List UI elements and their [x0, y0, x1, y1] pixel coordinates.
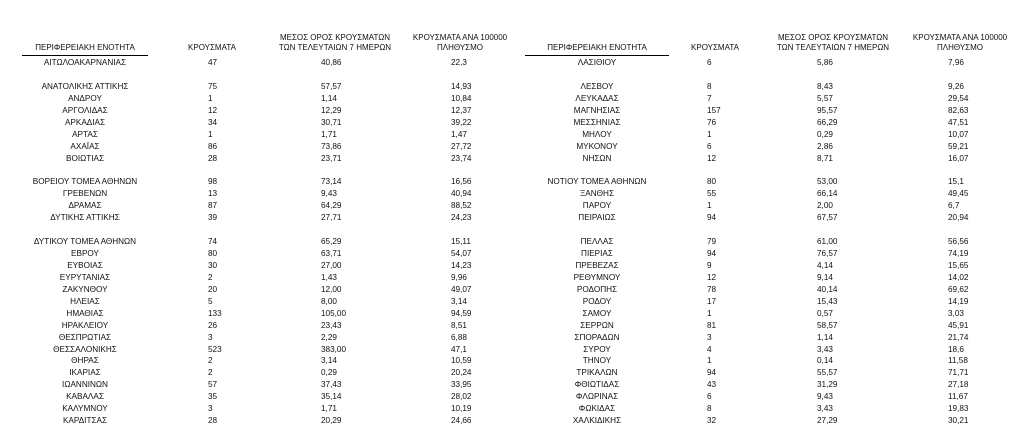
header-avg-line2: ΤΩΝ ΤΕΛΕΥΤΑΙΩΝ 7 ΗΜΕΡΩΝ: [278, 42, 392, 52]
right-cases-value: 8: [707, 81, 712, 91]
table-row: [0, 260, 1024, 272]
left-per100k-value: 12,37: [451, 105, 472, 115]
table-row: [0, 153, 1024, 165]
right-per100k-value: 59,21: [948, 141, 969, 151]
right-avg7-value: 66,14: [817, 189, 838, 199]
left-cases-value: 74: [208, 237, 218, 247]
left-cases-value: 133: [208, 308, 222, 318]
left-cases-value: 47: [208, 58, 218, 67]
right-cases-value: 157: [707, 105, 721, 115]
right-per100k-value: 7,96: [948, 58, 964, 67]
right-region-name: ΞΑΝΘΗΣ: [579, 189, 615, 199]
right-avg7-value: 2,86: [817, 141, 833, 151]
left-avg7-value: 23,43: [321, 320, 342, 330]
left-per100k-value: 14,93: [451, 81, 472, 91]
left-per100k-value: 20,24: [451, 368, 472, 378]
table-row: [0, 332, 1024, 344]
right-avg7-value: 27,29: [817, 416, 838, 426]
table-row: [0, 117, 1024, 129]
right-region-name: ΤΗΝΟΥ: [582, 356, 612, 366]
right-per100k-value: 21,74: [948, 332, 969, 342]
right-cases-value: 1: [707, 356, 712, 366]
table-row: [0, 355, 1024, 367]
left-avg7-value: 8,00: [321, 296, 337, 306]
left-per100k-value: 39,22: [451, 117, 472, 127]
left-per100k-value: 54,07: [451, 249, 472, 258]
left-per100k-value: 94,59: [451, 308, 472, 318]
header-avg-line1: ΜΕΣΟΣ ΟΡΟΣ ΚΡΟΥΣΜΑΤΩΝ: [777, 33, 889, 42]
right-per100k-value: 11,67: [948, 392, 968, 402]
right-region-name: ΝΗΣΩΝ: [582, 153, 612, 163]
right-avg7-value: 31,29: [817, 380, 838, 390]
right-avg7-value: 5,86: [817, 58, 833, 67]
left-region-name: ΔΥΤΙΚΗΣ ΑΤΤΙΚΗΣ: [50, 213, 120, 223]
header-cases-text: ΚΡΟΥΣΜΑΤΑ: [188, 42, 236, 52]
table-row: [0, 57, 1024, 69]
table-row: [0, 248, 1024, 260]
right-cases-value: 55: [707, 189, 717, 199]
left-avg7-value: 73,14: [321, 177, 342, 187]
right-cases-value: 6: [707, 141, 712, 151]
header-avg-line2: ΤΩΝ ΤΕΛΕΥΤΑΙΩΝ 7 ΗΜΕΡΩΝ: [776, 42, 890, 52]
right-per100k-value: 14,19: [948, 296, 969, 306]
table-row: [0, 188, 1024, 200]
table-row: [0, 212, 1024, 224]
left-cases-value: 13: [208, 189, 218, 199]
table-row: [0, 129, 1024, 141]
right-cases-value: 8: [707, 404, 712, 414]
right-avg7-value: 3,43: [817, 404, 833, 414]
right-region-name: ΦΛΩΡΙΝΑΣ: [575, 392, 619, 402]
right-avg7-value: 8,71: [817, 153, 833, 163]
right-cases-value: 6: [707, 58, 712, 67]
table-row: [0, 105, 1024, 117]
left-per100k-value: 49,07: [451, 284, 472, 294]
left-per100k-value: 23,74: [451, 153, 472, 163]
left-cases-value: 87: [208, 201, 218, 211]
right-avg7-value: 3,43: [817, 344, 833, 354]
left-per100k-value: 24,66: [451, 416, 472, 426]
right-cases-value: 32: [707, 416, 717, 426]
left-per100k-value: 10,59: [451, 356, 472, 366]
right-avg7-value: 95,57: [817, 105, 838, 115]
left-cases-value: 3: [208, 332, 213, 342]
left-cases-value: 35: [208, 392, 218, 402]
left-per100k-value: 16,56: [451, 177, 472, 187]
left-avg7-value: 63,71: [321, 249, 342, 258]
left-cases-value: 2: [208, 272, 213, 282]
right-per100k-value: 10,07: [948, 129, 969, 139]
right-cases-value: 94: [707, 213, 717, 223]
left-per100k-value: 88,52: [451, 201, 472, 211]
table-row: [0, 164, 1024, 176]
left-per100k-value: 10,84: [451, 93, 472, 103]
right-per100k-value: 71,71: [948, 368, 969, 378]
right-avg7-value: 66,29: [817, 117, 838, 127]
left-avg7-value: 9,43: [321, 189, 337, 199]
left-region-name: ΑΝΔΡΟΥ: [68, 93, 102, 103]
left-per100k-value: 24,23: [451, 213, 472, 223]
right-per100k-value: 16,07: [948, 153, 969, 163]
left-region-name: ΚΑΛΥΜΝΟΥ: [62, 404, 108, 414]
left-avg7-value: 37,43: [321, 380, 342, 390]
right-region-name: ΣΥΡΟΥ: [583, 344, 611, 354]
left-avg7-value: 27,71: [321, 213, 342, 223]
left-region-name: ΚΑΒΑΛΑΣ: [66, 392, 104, 402]
left-avg7-value: 1,71: [321, 404, 337, 414]
right-per100k-value: 9,26: [948, 81, 964, 91]
header-per100k-line1: ΚΡΟΥΣΜΑΤΑ ΑΝΑ 100000: [912, 33, 1008, 42]
left-region-name: ΕΥΡΥΤΑΝΙΑΣ: [59, 272, 111, 282]
right-region-name: ΤΡΙΚΑΛΩΝ: [576, 368, 618, 378]
right-avg7-value: 58,57: [817, 320, 838, 330]
left-per100k-value: 10,19: [451, 404, 472, 414]
header-cases-right: [675, 33, 755, 55]
right-region-name: ΣΕΡΡΩΝ: [580, 320, 614, 330]
table-row: [0, 403, 1024, 415]
left-per100k-value: 40,94: [451, 189, 472, 199]
left-per100k-value: 15,11: [451, 237, 471, 247]
left-cases-value: 20: [208, 284, 218, 294]
right-region-name: ΜΥΚΟΝΟΥ: [576, 141, 618, 151]
left-per100k-value: 3,14: [451, 296, 467, 306]
right-region-name: ΝΟΤΙΟΥ ΤΟΜΕΑ ΑΘΗΝΩΝ: [547, 177, 647, 187]
left-region-name: ΕΒΡΟΥ: [71, 249, 99, 258]
right-per100k-value: 45,91: [948, 320, 969, 330]
header-avg-left: [270, 33, 400, 55]
left-region-name: ΕΥΒΟΙΑΣ: [67, 260, 103, 270]
right-cases-value: 1: [707, 201, 712, 211]
table-row: [0, 308, 1024, 320]
right-cases-value: 12: [707, 153, 717, 163]
header-region-text: ΠΕΡΙΦΕΡΕΙΑΚΗ ΕΝΟΤΗΤΑ: [547, 42, 647, 52]
right-region-name: ΦΩΚΙΔΑΣ: [578, 404, 616, 414]
left-cases-value: 12: [208, 105, 218, 115]
left-avg7-value: 40,86: [321, 58, 342, 67]
table-row: [0, 69, 1024, 81]
table-row: [0, 224, 1024, 236]
right-cases-value: 1: [707, 129, 712, 139]
left-avg7-value: 383,00: [321, 344, 347, 354]
right-region-name: ΛΕΣΒΟΥ: [580, 81, 614, 91]
table-row: [0, 236, 1024, 248]
left-avg7-value: 1,14: [321, 93, 337, 103]
header-per100k-line2: ΠΛΗΘΥΣΜΟ: [936, 42, 984, 52]
right-region-name: ΠΙΕΡΙΑΣ: [581, 249, 613, 258]
header-per100k-line1: ΚΡΟΥΣΜΑΤΑ ΑΝΑ 100000: [412, 33, 508, 42]
left-per100k-value: 14,23: [451, 260, 472, 270]
left-avg7-value: 3,14: [321, 356, 337, 366]
left-region-name: ΑΝΑΤΟΛΙΚΗΣ ΑΤΤΙΚΗΣ: [41, 81, 129, 91]
right-cases-value: 76: [707, 117, 717, 127]
left-cases-value: 34: [208, 117, 218, 127]
right-avg7-value: 4,14: [817, 260, 833, 270]
header-avg-right: [768, 33, 898, 55]
right-per100k-value: 29,54: [948, 93, 969, 103]
left-avg7-value: 2,29: [321, 332, 337, 342]
right-cases-value: 80: [707, 177, 717, 187]
table-row: [0, 391, 1024, 403]
left-avg7-value: 65,29: [321, 237, 342, 247]
left-region-name: ΑΙΤΩΛΟΑΚΑΡΝΑΝΙΑΣ: [43, 58, 127, 67]
right-avg7-value: 1,14: [817, 332, 833, 342]
left-cases-value: 28: [208, 153, 218, 163]
header-rule: [525, 55, 669, 56]
right-per100k-value: 30,21: [948, 416, 969, 426]
table-row: [0, 284, 1024, 296]
right-region-name: ΡΕΘΥΜΝΟΥ: [573, 272, 621, 282]
table-row: [0, 344, 1024, 356]
right-per100k-value: 15,65: [948, 260, 969, 270]
table-body: [0, 57, 1024, 427]
right-cases-value: 78: [707, 284, 717, 294]
right-avg7-value: 9,14: [817, 272, 833, 282]
header-per100k-right: [898, 33, 1022, 55]
right-cases-value: 9: [707, 260, 712, 270]
left-avg7-value: 23,71: [321, 153, 342, 163]
right-avg7-value: 15,43: [817, 296, 838, 306]
right-region-name: ΣΠΟΡΑΔΩΝ: [574, 332, 620, 342]
right-cases-value: 6: [707, 392, 712, 402]
right-per100k-value: 20,94: [948, 213, 969, 223]
right-avg7-value: 0,57: [817, 308, 833, 318]
right-avg7-value: 76,57: [817, 249, 838, 258]
left-cases-value: 98: [208, 177, 218, 187]
left-cases-value: 28: [208, 416, 218, 426]
left-region-name: ΚΑΡΔΙΤΣΑΣ: [62, 416, 108, 426]
left-region-name: ΙΚΑΡΙΑΣ: [69, 368, 101, 378]
left-cases-value: 1: [208, 129, 213, 139]
right-cases-value: 12: [707, 272, 717, 282]
right-avg7-value: 55,57: [817, 368, 838, 378]
right-cases-value: 3: [707, 332, 712, 342]
left-region-name: ΒΟΡΕΙΟΥ ΤΟΜΕΑ ΑΘΗΝΩΝ: [32, 177, 138, 187]
right-region-name: ΠΕΙΡΑΙΩΣ: [578, 213, 616, 223]
right-region-name: ΠΑΡΟΥ: [582, 201, 612, 211]
table-row: [0, 272, 1024, 284]
left-per100k-value: 47,1: [451, 344, 467, 354]
right-avg7-value: 61,00: [817, 237, 838, 247]
left-region-name: ΔΥΤΙΚΟΥ ΤΟΜΕΑ ΑΘΗΝΩΝ: [33, 237, 137, 247]
right-per100k-value: 18,6: [948, 344, 964, 354]
left-region-name: ΑΡΓΟΛΙΔΑΣ: [62, 105, 108, 115]
right-avg7-value: 9,43: [817, 392, 833, 402]
left-avg7-value: 0,29: [321, 368, 337, 378]
right-per100k-value: 49,45: [948, 189, 969, 199]
header-region-text: ΠΕΡΙΦΕΡΕΙΑΚΗ ΕΝΟΤΗΤΑ: [35, 42, 135, 52]
table-row: [0, 367, 1024, 379]
table-row: [0, 81, 1024, 93]
right-per100k-value: 47,51: [948, 117, 969, 127]
right-cases-value: 1: [707, 308, 712, 318]
right-region-name: ΡΟΔΟΠΗΣ: [576, 284, 618, 294]
left-avg7-value: 57,57: [321, 81, 342, 91]
left-cases-value: 57: [208, 380, 218, 390]
left-avg7-value: 12,29: [321, 105, 342, 115]
header-per100k-left: [400, 33, 520, 55]
table-row: [0, 296, 1024, 308]
left-cases-value: 2: [208, 368, 213, 378]
right-avg7-value: 5,57: [817, 93, 833, 103]
left-cases-value: 75: [208, 81, 218, 91]
right-cases-value: 17: [707, 296, 717, 306]
right-region-name: ΜΕΣΣΗΝΙΑΣ: [573, 117, 621, 127]
left-region-name: ΗΡΑΚΛΕΙΟΥ: [61, 320, 109, 330]
left-per100k-value: 22,3: [451, 58, 467, 67]
right-per100k-value: 11,58: [948, 356, 968, 366]
right-region-name: ΣΑΜΟΥ: [582, 308, 612, 318]
left-cases-value: 30: [208, 260, 218, 270]
left-per100k-value: 1,47: [451, 129, 467, 139]
right-region-name: ΡΟΔΟΥ: [582, 296, 612, 306]
right-per100k-value: 15,1: [948, 177, 964, 187]
left-region-name: ΖΑΚΥΝΘΟΥ: [62, 284, 108, 294]
right-cases-value: 7: [707, 93, 712, 103]
left-avg7-value: 27,00: [321, 260, 342, 270]
right-avg7-value: 8,43: [817, 81, 833, 91]
left-cases-value: 26: [208, 320, 218, 330]
left-region-name: ΗΜΑΘΙΑΣ: [66, 308, 104, 318]
left-region-name: ΑΧΑΪΑΣ: [70, 141, 100, 151]
table-row: [0, 320, 1024, 332]
left-per100k-value: 28,02: [451, 392, 472, 402]
header-cases-left: [172, 33, 252, 55]
header-region-right: [522, 33, 672, 55]
right-region-name: ΛΕΥΚΑΔΑΣ: [575, 93, 619, 103]
left-region-name: ΗΛΕΙΑΣ: [70, 296, 100, 306]
right-region-name: ΠΕΛΛΑΣ: [580, 237, 614, 247]
left-avg7-value: 73,86: [321, 141, 342, 151]
left-cases-value: 523: [208, 344, 222, 354]
table-row: [0, 415, 1024, 427]
left-avg7-value: 12,00: [321, 284, 342, 294]
left-avg7-value: 64,29: [321, 201, 342, 211]
right-per100k-value: 74,19: [948, 249, 969, 258]
header-region-left: [10, 33, 160, 55]
header-per100k-line2: ΠΛΗΘΥΣΜΟ: [436, 42, 484, 52]
left-cases-value: 86: [208, 141, 218, 151]
right-region-name: ΜΗΛΟΥ: [582, 129, 612, 139]
right-region-name: ΛΑΣΙΘΙΟΥ: [577, 58, 617, 67]
right-cases-value: 94: [707, 249, 717, 258]
right-per100k-value: 3,03: [948, 308, 964, 318]
left-per100k-value: 9,96: [451, 272, 467, 282]
left-avg7-value: 20,29: [321, 416, 342, 426]
left-region-name: ΒΟΙΩΤΙΑΣ: [65, 153, 105, 163]
right-cases-value: 4: [707, 344, 712, 354]
left-region-name: ΔΡΑΜΑΣ: [68, 201, 102, 211]
table-row: [0, 141, 1024, 153]
left-region-name: ΑΡΤΑΣ: [72, 129, 98, 139]
table-row: [0, 200, 1024, 212]
left-avg7-value: 30,71: [321, 117, 342, 127]
left-avg7-value: 1,43: [321, 272, 337, 282]
table-row: [0, 379, 1024, 391]
right-avg7-value: 53,00: [817, 177, 838, 187]
right-cases-value: 79: [707, 237, 717, 247]
left-avg7-value: 105,00: [321, 308, 347, 318]
right-per100k-value: 14,02: [948, 272, 969, 282]
right-per100k-value: 6,7: [948, 201, 960, 211]
right-avg7-value: 0,14: [817, 356, 833, 366]
left-region-name: ΙΩΑΝΝΙΝΩΝ: [62, 380, 108, 390]
left-region-name: ΑΡΚΑΔΙΑΣ: [64, 117, 106, 127]
left-cases-value: 80: [208, 249, 218, 258]
right-avg7-value: 67,57: [817, 213, 838, 223]
right-per100k-value: 56,56: [948, 237, 969, 247]
left-per100k-value: 33,95: [451, 380, 472, 390]
right-per100k-value: 27,18: [948, 380, 969, 390]
header-avg-line1: ΜΕΣΟΣ ΟΡΟΣ ΚΡΟΥΣΜΑΤΩΝ: [279, 33, 391, 42]
header-rule: [22, 55, 148, 56]
left-cases-value: 1: [208, 93, 213, 103]
right-region-name: ΦΘΙΩΤΙΔΑΣ: [574, 380, 620, 390]
left-per100k-value: 8,51: [451, 320, 467, 330]
left-per100k-value: 6,88: [451, 332, 467, 342]
left-cases-value: 2: [208, 356, 213, 366]
right-avg7-value: 40,14: [817, 284, 838, 294]
left-cases-value: 3: [208, 404, 213, 414]
left-region-name: ΘΕΣΣΑΛΟΝΙΚΗΣ: [53, 344, 117, 354]
table-row: [0, 176, 1024, 188]
right-cases-value: 43: [707, 380, 717, 390]
right-avg7-value: 0,29: [817, 129, 833, 139]
right-region-name: ΠΡΕΒΕΖΑΣ: [575, 260, 619, 270]
left-region-name: ΘΕΣΠΡΩΤΙΑΣ: [58, 332, 112, 342]
left-avg7-value: 1,71: [321, 129, 337, 139]
table-row: [0, 93, 1024, 105]
header-cases-text: ΚΡΟΥΣΜΑΤΑ: [691, 42, 739, 52]
right-cases-value: 94: [707, 368, 717, 378]
right-per100k-value: 82,63: [948, 105, 969, 115]
left-cases-value: 5: [208, 296, 213, 306]
right-per100k-value: 69,62: [948, 284, 969, 294]
left-avg7-value: 35,14: [321, 392, 342, 402]
left-cases-value: 39: [208, 213, 218, 223]
left-region-name: ΘΗΡΑΣ: [71, 356, 99, 366]
right-avg7-value: 2,00: [817, 201, 833, 211]
right-per100k-value: 19,83: [948, 404, 969, 414]
right-region-name: ΜΑΓΝΗΣΙΑΣ: [573, 105, 621, 115]
left-region-name: ΓΡΕΒΕΝΩΝ: [62, 189, 108, 199]
left-per100k-value: 27,72: [451, 141, 472, 151]
right-region-name: ΧΑΛΚΙΔΙΚΗΣ: [572, 416, 622, 426]
right-cases-value: 81: [707, 320, 717, 330]
